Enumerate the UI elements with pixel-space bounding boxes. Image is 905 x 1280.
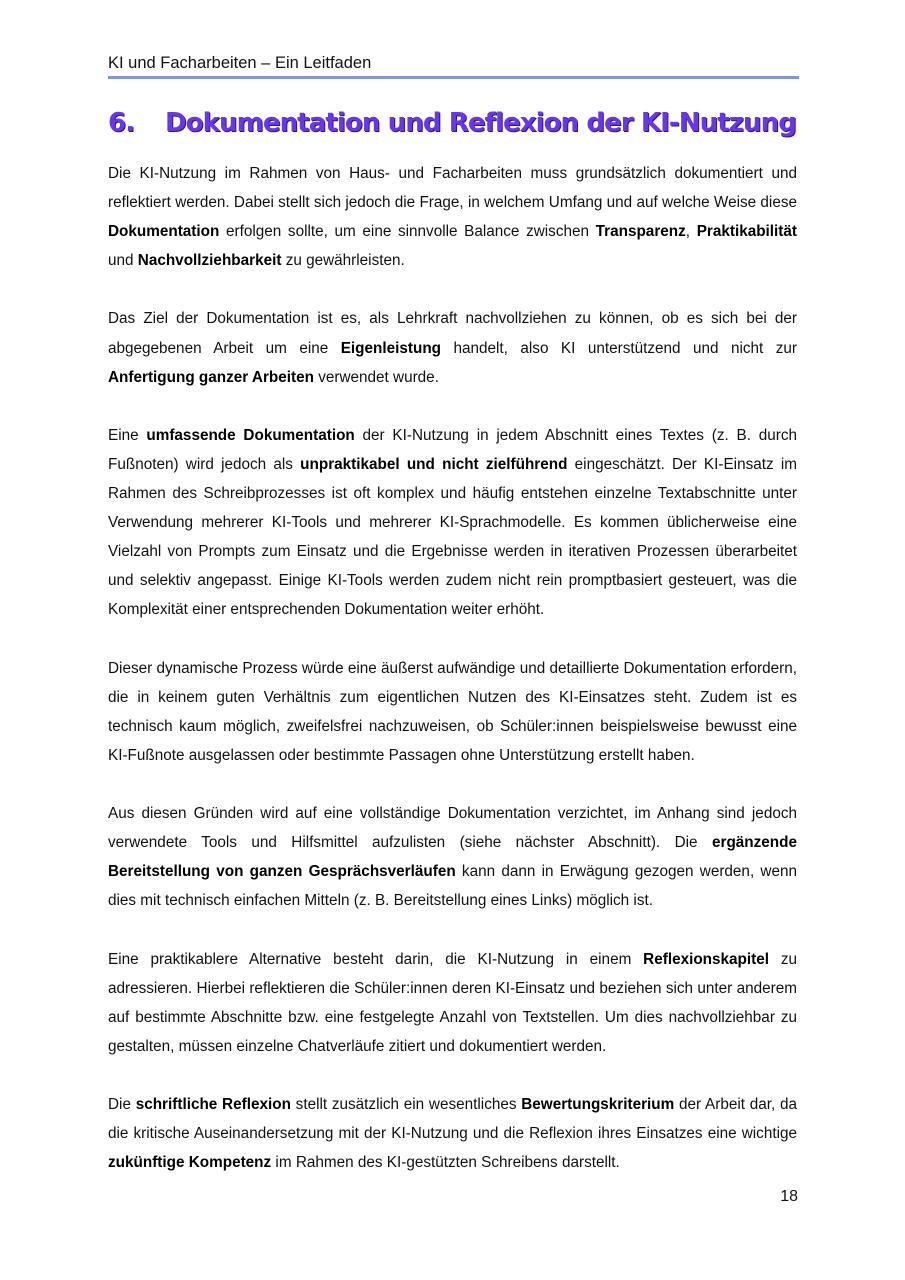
bold-phrase: Nachvollziehbarkeit <box>137 252 282 270</box>
running-header-title: KI und Facharbeiten – Ein Leitfaden <box>108 54 372 72</box>
text-run: verwendet wurde. <box>313 368 439 386</box>
bold-phrase: ergänzende Bereitstellung von ganzen Gesprächsverläufen <box>108 834 797 881</box>
text-run: Die <box>108 1096 136 1113</box>
body-text <box>108 159 797 1177</box>
text-run: und <box>108 252 138 270</box>
text-run: Dieser dynamische Prozess würde eine äußerst aufwändige und detaillierte Dokumentation erfordern, die in keinem guten Verhältnis zum eigentlichen Nutzen des KI-Einsatzes steht. Zudem ist es technisch kaum möglich, zweifelsfrei nachzuweisen, ob Schüler:innen beispielsweise bewusst eine KI-Fußnote ausgelassen oder bestimmte Passagen ohne Unterstützung erstellt haben. <box>108 659 797 764</box>
paragraph <box>108 799 797 915</box>
text-run: , <box>685 223 697 241</box>
bold-phrase: Anfertigung ganzer Arbeiten <box>108 368 314 386</box>
text-run: zu gewährleisten. <box>281 252 405 270</box>
text-run: Aus diesen Gründen wird auf eine vollständige Dokumentation verzichtet, im Anhang sind jedoch verwendete Tools und Hilfsmittel aufzulisten (siehe nächster Abschnitt). Die <box>108 805 797 852</box>
bold-phrase: umfassende Dokumentation <box>146 426 355 444</box>
bold-phrase: unpraktikabel und nicht zielführend <box>300 455 568 473</box>
bold-phrase: Bewertungskriterium <box>521 1096 675 1113</box>
paragraph <box>108 945 797 1061</box>
text-run: der Arbeit dar, da die kritische Auseinandersetzung mit der KI-Nutzung und die Reflexion ihres Einsatzes eine wichtige <box>108 1096 797 1143</box>
text-run: Eine <box>108 426 147 444</box>
section-title: Dokumentation und Reflexion der KI-Nutzung <box>165 108 796 138</box>
text-run: der KI-Nutzung in jedem Abschnitt eines Textes (z. B. durch Fußnoten) wird jedoch als <box>108 426 797 473</box>
text-run: stellt zusätzlich ein wesentliches <box>290 1096 522 1113</box>
section-number: 6. <box>108 108 135 138</box>
section-heading <box>108 108 808 138</box>
bold-phrase: Dokumentation <box>108 223 220 241</box>
bold-phrase: schriftliche Reflexion <box>135 1096 291 1113</box>
bold-phrase: Praktikabilität <box>696 223 798 241</box>
paragraph <box>108 304 797 391</box>
bold-phrase: zukünftige Kompetenz <box>108 1154 272 1172</box>
paragraph <box>108 1090 797 1177</box>
bold-phrase: Eigenleistung <box>340 339 442 357</box>
text-run: zu adressieren. Hierbei reflektieren die Schüler:innen deren KI-Einsatz und beziehen sich unter anderem auf bestimmte Abschnitte bzw. eine festgelegte Anzahl von Textstellen. Um dies nachvollziehbar zu gestalten, müssen einzelne Chatverläufe zitiert und dokumentiert werden. <box>108 950 797 1055</box>
paragraph <box>108 654 797 770</box>
text-run: eingeschätzt. Der KI-Einsatz im Rahmen des Schreibprozesses ist oft komplex und häufig entstehen einzelne Textabschnitte unter Verwendung mehrerer KI-Tools und mehrerer KI-Sprachmodelle. Es kommen üblicherweise eine Vielzahl von Prompts zum Einsatz und die Ergebnisse werden in iterativen Prozessen überarbeitet und selektiv angepasst. Einige KI-Tools werden zudem nicht rein promptbasiert gesteuert, was die Komplexität einer entsprechenden Dokumentation weiter erhöht. <box>108 455 797 619</box>
paragraph <box>108 159 797 275</box>
text-run: Das Ziel der Dokumentation ist es, als Lehrkraft nachvollziehen zu können, ob es sich bei der abgegebenen Arbeit um eine <box>108 310 797 357</box>
text-run: Eine praktikablere Alternative besteht darin, die KI-Nutzung in einem <box>108 950 644 968</box>
bold-phrase: Transparenz <box>595 223 686 241</box>
page-number: 18 <box>780 1188 798 1205</box>
text-run: Die KI-Nutzung im Rahmen von Haus- und Facharbeiten muss grundsätzlich dokumentiert und reflektiert werden. Dabei stellt sich jedoch die Frage, in welchem Umfang und auf welche Weise diese <box>108 165 797 212</box>
paragraph <box>108 421 797 625</box>
text-run: handelt, also KI unterstützend und nicht zur <box>441 339 797 357</box>
text-run: kann dann in Erwägung gezogen werden, wenn dies mit technisch einfachen Mitteln (z. B. Bereitstellung eines Links) möglich ist. <box>108 863 797 910</box>
text-run: im Rahmen des KI-gestützten Schreibens darstellt. <box>271 1154 620 1172</box>
header-divider <box>108 76 799 79</box>
text-run: erfolgen sollte, um eine sinnvolle Balance zwischen <box>219 223 596 241</box>
bold-phrase: Reflexionskapitel <box>643 950 769 968</box>
